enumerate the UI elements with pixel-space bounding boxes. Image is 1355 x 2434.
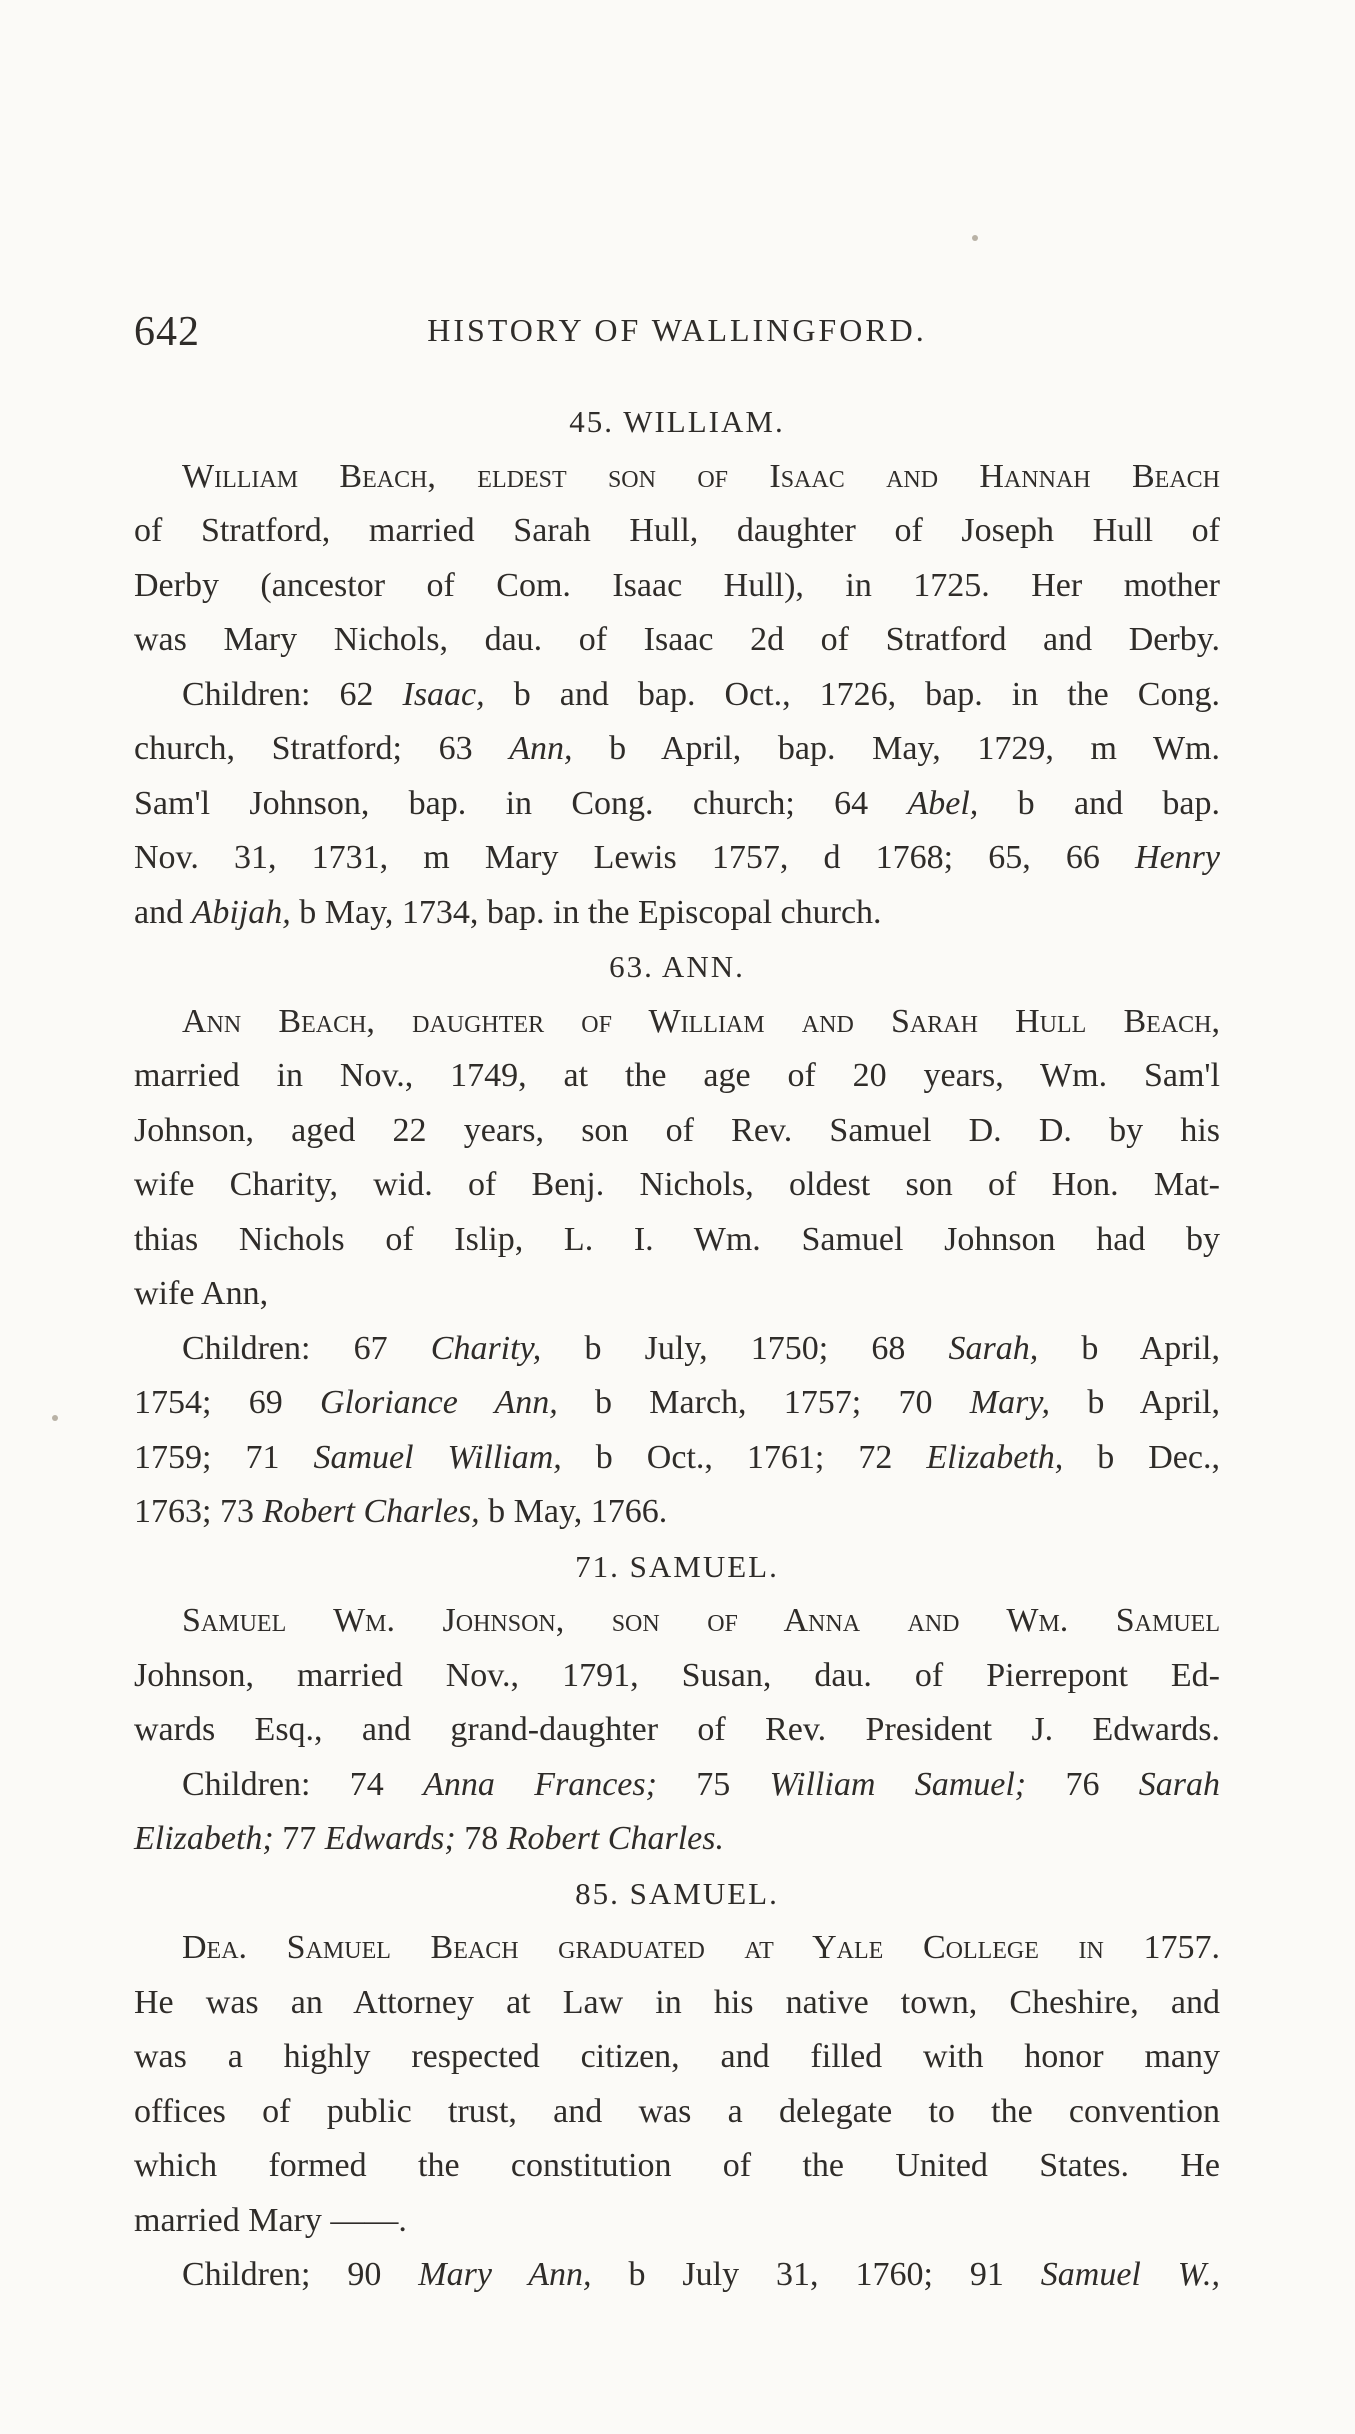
text-line: Johnson, aged 22 years, son of Rev. Samuel D. D. by his [134,1111,1220,1149]
text-line: offices of public trust, and was a delegate to the convention [134,2092,1220,2130]
text-line: wards Esq., and grand-daughter of Rev. President J. Edwards. [134,1711,1220,1748]
text-line: Johnson, married Nov., 1791, Susan, dau. of Pierrepont Ed- [134,1656,1220,1694]
text-line: 1763; 73 Robert Charles, b May, 1766. [134,1493,668,1530]
text-line: 1759; 71 Samuel William, b Oct., 1761; 72 Elizabeth, b Dec., [134,1438,1220,1476]
text-line: which formed the constitution of the United States. He [134,2147,1220,2184]
page-number: 642 [134,309,200,355]
text-line: Dea. Samuel Beach graduated at Yale College in 1757. [182,1929,1220,1966]
text-line: wife Ann, [134,1275,269,1312]
text-line: church, Stratford; 63 Ann, b April, bap. May, 1729, m Wm. [134,730,1221,767]
text-line: Children: 67 Charity, b July, 1750; 68 Sarah, b April, [182,1329,1220,1367]
text-line: thias Nichols of Islip, L. I. Wm. Samuel Johnson had by [134,1220,1220,1258]
text-line: He was an Attorney at Law in his native town, Cheshire, and [134,1983,1220,2021]
page-body [134,395,1220,2303]
text-line: William Beach, eldest son of Isaac and Hannah Beach [182,457,1220,495]
text-line: Children: 74 Anna Frances; 75 William Samuel; 76 Sarah [182,1765,1221,1803]
running-title: HISTORY OF WALLINGFORD. [427,312,927,348]
text-line: of Stratford, married Sarah Hull, daughter of Joseph Hull of [134,512,1220,549]
text-line: Samuel Wm. Johnson, son of Anna and Wm. Samuel [182,1602,1220,1639]
text-line: married in Nov., 1749, at the age of 20 years, Wm. Sam'l [134,1057,1220,1094]
text-line: Children; 90 Mary Ann, b July 31, 1760; 91 Samuel W., [182,2256,1220,2293]
text-line: Derby (ancestor of Com. Isaac Hull), in 1725. Her mother [134,566,1220,604]
text-line: and Abijah, b May, 1734, bap. in the Episcopal church. [134,893,882,931]
text-line: Children: 62 Isaac, b and bap. Oct., 1726, bap. in the Cong. [182,675,1220,713]
text-line: Elizabeth; 77 Edwards; 78 Robert Charles. [134,1820,724,1857]
text-line: Ann Beach, daughter of William and Sarah Hull Beach, [182,1002,1220,1040]
text-line: 1754; 69 Gloriance Ann, b March, 1757; 70 Mary, b April, [134,1384,1220,1421]
section-heading: 63. ANN. [609,949,745,984]
text-line: Nov. 31, 1731, m Mary Lewis 1757, d 1768; 65, 66 Henry [134,839,1220,876]
section-heading: 45. WILLIAM. [569,404,785,439]
text-line: was Mary Nichols, dau. of Isaac 2d of Stratford and Derby. [134,621,1220,658]
text-line: Sam'l Johnson, bap. in Cong. church; 64 Abel, b and bap. [134,784,1220,822]
text-line: married Mary ——. [134,2201,407,2239]
section-heading: 85. SAMUEL. [575,1875,779,1911]
text-line: wife Charity, wid. of Benj. Nichols, oldest son of Hon. Mat- [134,1166,1220,1203]
section-heading: 71. SAMUEL. [575,1548,779,1584]
page-header [134,308,1220,364]
ink-speck [52,1415,58,1421]
text-line: was a highly respected citizen, and filled with honor many [134,2038,1220,2075]
ink-speck [972,235,978,241]
